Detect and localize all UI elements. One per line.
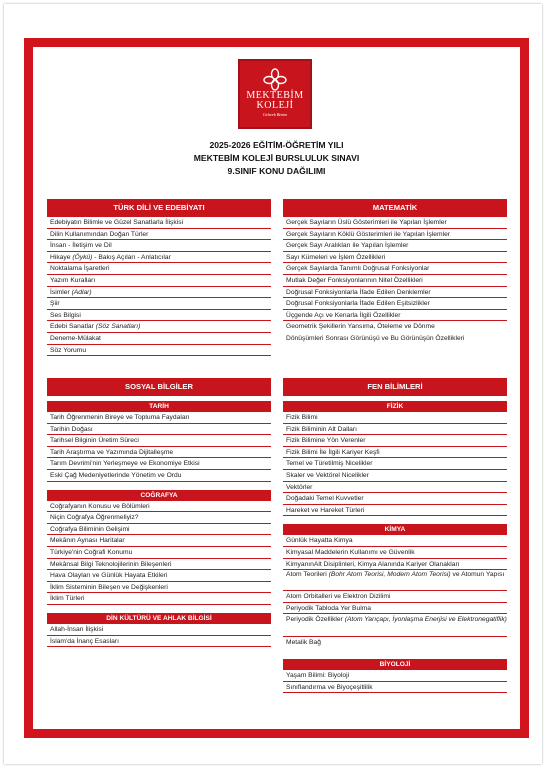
list-item: İsimler (Adlar) [47,287,271,299]
list-item: Gerçek Sayıların Üslü Gösterimleri ile Yapılan İşlemler [283,217,507,229]
list-item: KimyanınAlt Disiplinleri, Kimya Alanında Kariyer Olanakları [283,559,507,571]
logo-name-2: KOLEJİ [256,100,294,111]
list-item: Hava Olayları ve Günlük Hayata Etkileri [47,570,271,582]
list-item: Tarih Araştırma ve Yazımında Dijitalleşme [47,447,271,459]
list-item: Eski Çağ Medeniyetlerinde Yönetim ve Ordu [47,470,271,482]
list-item: Fizik Bilimi [283,412,507,424]
fen-section [283,378,507,693]
turkce-section [47,199,271,356]
list-item: Temel ve Türetilmiş Nicelikler [283,458,507,470]
list-item: Coğrafyanın Konusu ve Bölümleri [47,501,271,513]
list-item: Sayı Kümeleri ve İşlem Özellikleri [283,252,507,264]
fizik-subheader: FİZİK [283,401,507,412]
list-item: Gerçek Sayı Aralıkları ile Yapılan İşlemler [283,240,507,252]
list-item: Üçgende Açı ve Kenarla İlgili Özellikler [283,310,507,322]
list-item: İklim Sisteminin Bileşen ve Değişkenleri [47,582,271,594]
page-title-line-1: 2025-2026 EĞİTİM-ÖĞRETİM YILI [209,140,344,150]
list-item: Söz Yorumu [47,345,271,357]
logo-tagline: Gelecek Benim [262,112,288,117]
turkce-list [47,217,271,356]
list-item: Gerçek Sayılarda Tanımlı Doğrusal Fonksiyonlar [283,263,507,275]
list-item: Doğrusal Fonksiyonlarla İfade Edilen Eşitsizlikler [283,298,507,310]
matematik-list [283,217,507,345]
list-item: Mekânın Aynası Haritalar [47,535,271,547]
list-item: Edebiyatın Bilimle ve Güzel Sanatlarla İlişkisi [47,217,271,229]
din-list [47,624,271,647]
list-item: Deneme-Mülakat [47,333,271,345]
school-logo [238,59,312,129]
list-item: Tarih Öğrenmenin Bireye ve Topluma Faydaları [47,412,271,424]
cografya-list [47,501,271,605]
turkce-header: TÜRK DİLİ VE EDEBİYATI [47,199,271,217]
list-item: Allah-İnsan İlişkisi [47,624,271,636]
tarih-list [47,412,271,482]
matematik-header: MATEMATİK [283,199,507,217]
list-item: Sınıflandırma ve Biyoçeşitlilik [283,682,507,694]
list-item: Tarihin Doğası [47,424,271,436]
list-item: Dönüşümleri Sonrası Görünüşü ve Bu Görünüşün Özellikleri [286,334,465,342]
list-item: Periyodik Tabloda Yer Bulma [283,603,507,615]
list-item: Türkiye'nin Coğrafi Konumu [47,547,271,559]
list-item: Yazım Kuralları [47,275,271,287]
list-item: Noktalama İşaretleri [47,263,271,275]
list-item: Günlük Hayatta Kimya [283,535,507,547]
list-item: Şiir [47,298,271,310]
list-item: Tarım Devrimi'nin Yerleşmeye ve Ekonomiye Etkisi [47,458,271,470]
list-item: Vektörler [283,482,507,494]
page-title-line-3: 9.SINIF KONU DAĞILIMI [227,166,326,176]
list-item: Mutlak Değer Fonksiyonlarının Nitel Özellikleri [283,275,507,287]
list-item: Doğadaki Temel Kuvvetler [283,493,507,505]
list-item: Kimyasal Maddelerin Kullanımı ve Güvenlik [283,547,507,559]
biyoloji-list [283,670,507,693]
din-subheader: DİN KÜLTÜRÜ VE AHLAK BİLGİSİ [47,613,271,624]
list-item: Tarihsel Bilginin Üretim Süreci [47,435,271,447]
list-item: Metalik Bağ [286,639,321,647]
list-item: Fizik Bilimine Yön Verenler [283,435,507,447]
fen-header: FEN BİLİMLERİ [283,378,507,396]
list-item: Coğrafya Biliminin Gelişimi [47,524,271,536]
list-item: Mekânsal Bilgi Teknolojilerinin Bileşenleri [47,559,271,571]
list-item: İslam'da İnanç Esasları [47,636,271,648]
list-item: Atom Orbitalleri ve Elektron Dizilimi [283,591,507,603]
list-item: Niçin Coğrafya Öğrenmeliyiz? [47,512,271,524]
list-item: Geometrik Şekillerin Yansıma, Öteleme ve Dönme [286,323,435,331]
red-frame [24,38,529,738]
fizik-list [283,412,507,516]
matematik-section [283,199,507,345]
list-item: Yaşam Bilimi: Biyoloji [283,670,507,682]
list-item: Skaler ve Vektörel Nicelikler [283,470,507,482]
list-item: Edebi Sanatlar (Söz Sanatları) [47,321,271,333]
list-item: Doğrusal Fonksiyonlarla İfade Edilen Denklemler [283,287,507,299]
logo-name: MEKTEBİM [246,90,304,101]
list-item: İklim Türleri [47,593,271,605]
list-item: İnsan - İletişim ve Dil [47,240,271,252]
list-item: Hikaye (Öykü) - Bakış Açıları - Anlatıcılar [47,252,271,264]
sosyal-section [47,378,271,647]
cografya-subheader: COĞRAFYA [47,490,271,501]
logo-emblem-icon [261,67,289,91]
biyoloji-subheader: BİYOLOJİ [283,659,507,670]
list-item: Dilin Kullanımından Doğan Türler [47,229,271,241]
kimya-subheader: KİMYA [283,524,507,535]
list-item: Periyodik Özellikler (Atom Yarıçapı, İyonlaşma Enerjisi ve Elektronegatiflik) [283,614,507,637]
tarih-subheader: TARİH [47,401,271,412]
kimya-list [283,535,507,649]
list-item: Hareket ve Hareket Türleri [283,505,507,517]
list-item: Gerçek Sayıların Köklü Gösterimleri ile Yapılan İşlemler [283,229,507,241]
page-sheet [4,4,542,764]
list-item: Ses Bilgisi [47,310,271,322]
list-item: Atom Teorileri (Bohr Atom Teorisi, Modern Atom Teorisi) ve Atomun Yapısı [283,570,507,591]
list-item: Fizik Bilimi İle İlgili Kariyer Keşfi [283,447,507,459]
list-item: Fizik Biliminin Alt Dalları [283,424,507,436]
page-title-line-2: MEKTEBİM KOLEJİ BURSLULUK SINAVI [193,153,360,163]
sosyal-header: SOSYAL BİLGİLER [47,378,271,396]
